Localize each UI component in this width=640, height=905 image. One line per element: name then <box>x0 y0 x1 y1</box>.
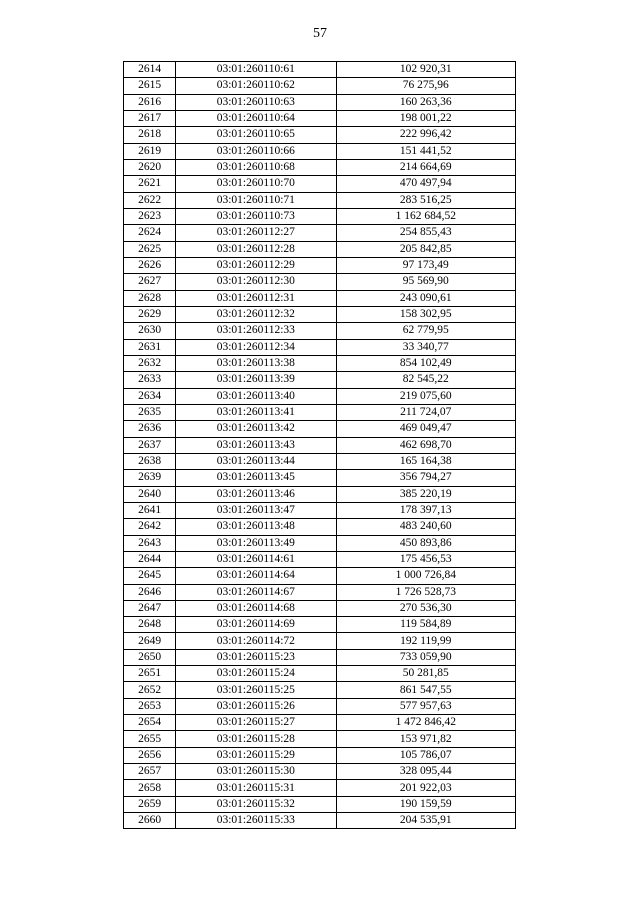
table-row <box>124 355 516 371</box>
row-number-cell: 2642 <box>124 519 176 535</box>
cadastral-number-cell: 03:01:260112:28 <box>176 241 336 257</box>
value-cell: 854 102,49 <box>336 355 515 371</box>
cadastral-number-cell: 03:01:260113:44 <box>176 453 336 469</box>
value-cell: 102 920,31 <box>336 62 515 78</box>
row-number-cell: 2658 <box>124 780 176 796</box>
table-row <box>124 682 516 698</box>
value-cell: 119 584,89 <box>336 617 515 633</box>
row-number-cell: 2624 <box>124 225 176 241</box>
cadastral-number-cell: 03:01:260115:31 <box>176 780 336 796</box>
row-number-cell: 2647 <box>124 600 176 616</box>
row-number-cell: 2644 <box>124 551 176 567</box>
cadastral-number-cell: 03:01:260113:40 <box>176 388 336 404</box>
row-number-cell: 2657 <box>124 764 176 780</box>
value-cell: 160 263,36 <box>336 94 515 110</box>
row-number-cell: 2640 <box>124 486 176 502</box>
row-number-cell: 2649 <box>124 633 176 649</box>
row-number-cell: 2655 <box>124 731 176 747</box>
value-cell: 76 275,96 <box>336 78 515 94</box>
cadastral-number-cell: 03:01:260114:72 <box>176 633 336 649</box>
table-row <box>124 159 516 175</box>
cadastral-number-cell: 03:01:260115:30 <box>176 764 336 780</box>
cadastral-number-cell: 03:01:260112:27 <box>176 225 336 241</box>
cadastral-number-cell: 03:01:260110:66 <box>176 143 336 159</box>
row-number-cell: 2650 <box>124 649 176 665</box>
row-number-cell: 2628 <box>124 290 176 306</box>
value-cell: 254 855,43 <box>336 225 515 241</box>
value-cell: 178 397,13 <box>336 502 515 518</box>
table-row <box>124 715 516 731</box>
table-row <box>124 421 516 437</box>
table-row <box>124 127 516 143</box>
table-row <box>124 747 516 763</box>
value-cell: 219 075,60 <box>336 388 515 404</box>
cadastral-number-cell: 03:01:260110:68 <box>176 159 336 175</box>
table-row <box>124 764 516 780</box>
row-number-cell: 2634 <box>124 388 176 404</box>
table-row <box>124 110 516 126</box>
value-cell: 211 724,07 <box>336 404 515 420</box>
table-row <box>124 78 516 94</box>
table-row <box>124 470 516 486</box>
row-number-cell: 2631 <box>124 339 176 355</box>
cadastral-number-cell: 03:01:260113:48 <box>176 519 336 535</box>
table-row <box>124 225 516 241</box>
value-cell: 1 000 726,84 <box>336 568 515 584</box>
value-cell: 201 922,03 <box>336 780 515 796</box>
row-number-cell: 2656 <box>124 747 176 763</box>
cadastral-number-cell: 03:01:260115:29 <box>176 747 336 763</box>
cadastral-number-cell: 03:01:260110:62 <box>176 78 336 94</box>
table-row <box>124 584 516 600</box>
value-cell: 205 842,85 <box>336 241 515 257</box>
page-number: 57 <box>313 26 327 41</box>
cadastral-number-cell: 03:01:260112:29 <box>176 257 336 273</box>
table-row <box>124 257 516 273</box>
cadastral-number-cell: 03:01:260113:42 <box>176 421 336 437</box>
value-cell: 33 340,77 <box>336 339 515 355</box>
value-cell: 192 119,99 <box>336 633 515 649</box>
row-number-cell: 2646 <box>124 584 176 600</box>
value-cell: 105 786,07 <box>336 747 515 763</box>
row-number-cell: 2623 <box>124 208 176 224</box>
table-row <box>124 404 516 420</box>
table-row <box>124 731 516 747</box>
value-cell: 1 162 684,52 <box>336 208 515 224</box>
value-cell: 450 893,86 <box>336 535 515 551</box>
row-number-cell: 2639 <box>124 470 176 486</box>
cadastral-number-cell: 03:01:260110:64 <box>176 110 336 126</box>
row-number-cell: 2630 <box>124 323 176 339</box>
cadastral-number-cell: 03:01:260113:45 <box>176 470 336 486</box>
row-number-cell: 2627 <box>124 274 176 290</box>
row-number-cell: 2635 <box>124 404 176 420</box>
cadastral-number-cell: 03:01:260114:61 <box>176 551 336 567</box>
table-row <box>124 192 516 208</box>
cadastral-number-cell: 03:01:260115:26 <box>176 698 336 714</box>
row-number-cell: 2652 <box>124 682 176 698</box>
table-row <box>124 649 516 665</box>
cadastral-number-cell: 03:01:260113:38 <box>176 355 336 371</box>
table-row <box>124 94 516 110</box>
cadastral-number-cell: 03:01:260113:43 <box>176 437 336 453</box>
table-row <box>124 176 516 192</box>
row-number-cell: 2637 <box>124 437 176 453</box>
value-cell: 861 547,55 <box>336 682 515 698</box>
value-cell: 175 456,53 <box>336 551 515 567</box>
value-cell: 82 545,22 <box>336 372 515 388</box>
value-cell: 328 095,44 <box>336 764 515 780</box>
cadastral-number-cell: 03:01:260112:30 <box>176 274 336 290</box>
row-number-cell: 2616 <box>124 94 176 110</box>
table-row <box>124 568 516 584</box>
cadastral-number-cell: 03:01:260114:67 <box>176 584 336 600</box>
row-number-cell: 2643 <box>124 535 176 551</box>
cadastral-number-cell: 03:01:260112:33 <box>176 323 336 339</box>
table-row <box>124 600 516 616</box>
cadastral-number-cell: 03:01:260115:27 <box>176 715 336 731</box>
table-row <box>124 502 516 518</box>
row-number-cell: 2641 <box>124 502 176 518</box>
row-number-cell: 2633 <box>124 372 176 388</box>
cadastral-number-cell: 03:01:260114:69 <box>176 617 336 633</box>
cadastral-number-cell: 03:01:260113:41 <box>176 404 336 420</box>
cadastral-number-cell: 03:01:260115:25 <box>176 682 336 698</box>
cadastral-number-cell: 03:01:260112:34 <box>176 339 336 355</box>
row-number-cell: 2626 <box>124 257 176 273</box>
table-row <box>124 306 516 322</box>
value-cell: 470 497,94 <box>336 176 515 192</box>
table-row <box>124 453 516 469</box>
row-number-cell: 2654 <box>124 715 176 731</box>
table-row <box>124 339 516 355</box>
table-row <box>124 290 516 306</box>
table-row <box>124 372 516 388</box>
value-cell: 385 220,19 <box>336 486 515 502</box>
row-number-cell: 2621 <box>124 176 176 192</box>
table-row <box>124 666 516 682</box>
table-row <box>124 437 516 453</box>
cadastral-number-cell: 03:01:260113:47 <box>176 502 336 518</box>
table-row <box>124 241 516 257</box>
table-row <box>124 551 516 567</box>
cadastral-number-cell: 03:01:260112:32 <box>176 306 336 322</box>
row-number-cell: 2645 <box>124 568 176 584</box>
value-cell: 153 971,82 <box>336 731 515 747</box>
table-row <box>124 780 516 796</box>
table-row <box>124 323 516 339</box>
row-number-cell: 2636 <box>124 421 176 437</box>
table-row <box>124 143 516 159</box>
row-number-cell: 2617 <box>124 110 176 126</box>
cadastral-number-cell: 03:01:260113:39 <box>176 372 336 388</box>
cadastral-number-cell: 03:01:260110:61 <box>176 62 336 78</box>
value-cell: 62 779,95 <box>336 323 515 339</box>
row-number-cell: 2615 <box>124 78 176 94</box>
value-cell: 165 164,38 <box>336 453 515 469</box>
value-cell: 356 794,27 <box>336 470 515 486</box>
value-cell: 214 664,69 <box>336 159 515 175</box>
value-cell: 483 240,60 <box>336 519 515 535</box>
value-cell: 198 001,22 <box>336 110 515 126</box>
value-cell: 462 698,70 <box>336 437 515 453</box>
row-number-cell: 2648 <box>124 617 176 633</box>
value-cell: 50 281,85 <box>336 666 515 682</box>
row-number-cell: 2651 <box>124 666 176 682</box>
cadastral-number-cell: 03:01:260110:73 <box>176 208 336 224</box>
row-number-cell: 2625 <box>124 241 176 257</box>
cadastral-number-cell: 03:01:260115:28 <box>176 731 336 747</box>
value-cell: 283 516,25 <box>336 192 515 208</box>
value-cell: 222 996,42 <box>336 127 515 143</box>
table-row <box>124 813 516 829</box>
value-cell: 151 441,52 <box>336 143 515 159</box>
value-cell: 1 726 528,73 <box>336 584 515 600</box>
table-row <box>124 519 516 535</box>
value-cell: 243 090,61 <box>336 290 515 306</box>
cadastral-number-cell: 03:01:260115:32 <box>176 796 336 812</box>
row-number-cell: 2619 <box>124 143 176 159</box>
row-number-cell: 2638 <box>124 453 176 469</box>
cadastral-number-cell: 03:01:260110:65 <box>176 127 336 143</box>
cadastral-number-cell: 03:01:260110:71 <box>176 192 336 208</box>
cadastral-number-cell: 03:01:260112:31 <box>176 290 336 306</box>
table-row <box>124 633 516 649</box>
cadastral-number-cell: 03:01:260110:63 <box>176 94 336 110</box>
cadastral-number-cell: 03:01:260110:70 <box>176 176 336 192</box>
value-cell: 270 536,30 <box>336 600 515 616</box>
table-row <box>124 617 516 633</box>
row-number-cell: 2620 <box>124 159 176 175</box>
row-number-cell: 2614 <box>124 62 176 78</box>
value-cell: 204 535,91 <box>336 813 515 829</box>
cadastral-number-cell: 03:01:260115:23 <box>176 649 336 665</box>
row-number-cell: 2622 <box>124 192 176 208</box>
value-cell: 1 472 846,42 <box>336 715 515 731</box>
value-cell: 158 302,95 <box>336 306 515 322</box>
cadastral-number-cell: 03:01:260115:33 <box>176 813 336 829</box>
table-row <box>124 698 516 714</box>
row-number-cell: 2632 <box>124 355 176 371</box>
value-cell: 733 059,90 <box>336 649 515 665</box>
row-number-cell: 2653 <box>124 698 176 714</box>
cadastral-number-cell: 03:01:260113:49 <box>176 535 336 551</box>
row-number-cell: 2618 <box>124 127 176 143</box>
row-number-cell: 2659 <box>124 796 176 812</box>
cadastral-number-cell: 03:01:260115:24 <box>176 666 336 682</box>
cadastral-number-cell: 03:01:260113:46 <box>176 486 336 502</box>
value-cell: 469 049,47 <box>336 421 515 437</box>
table-body <box>124 62 516 829</box>
row-number-cell: 2629 <box>124 306 176 322</box>
cadastral-value-table <box>123 61 516 829</box>
value-cell: 190 159,59 <box>336 796 515 812</box>
value-cell: 577 957,63 <box>336 698 515 714</box>
cadastral-number-cell: 03:01:260114:64 <box>176 568 336 584</box>
value-cell: 95 569,90 <box>336 274 515 290</box>
value-cell: 97 173,49 <box>336 257 515 273</box>
table-row <box>124 486 516 502</box>
table-row <box>124 796 516 812</box>
table-row <box>124 388 516 404</box>
table-row <box>124 62 516 78</box>
table-row <box>124 208 516 224</box>
table-row <box>124 274 516 290</box>
cadastral-number-cell: 03:01:260114:68 <box>176 600 336 616</box>
table-row <box>124 535 516 551</box>
row-number-cell: 2660 <box>124 813 176 829</box>
